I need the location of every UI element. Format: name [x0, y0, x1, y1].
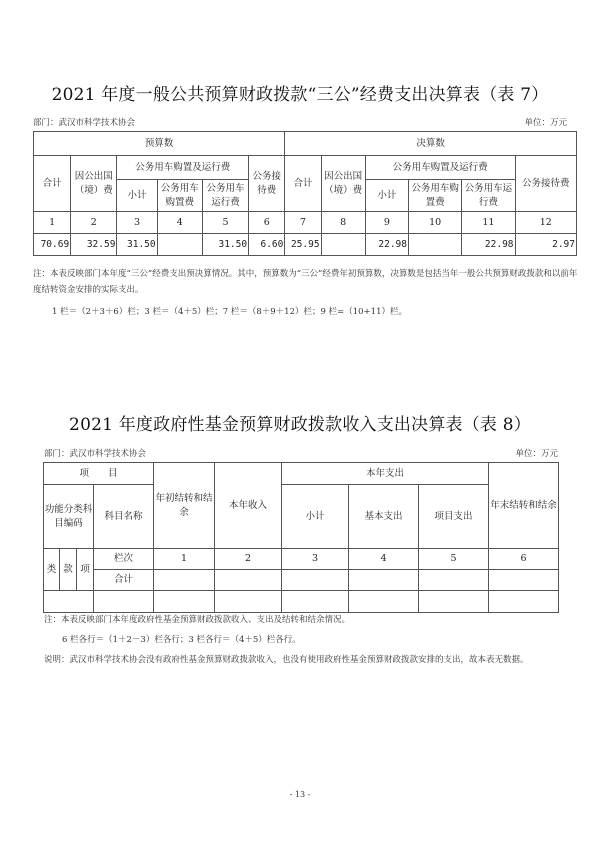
table-row: [44, 591, 559, 613]
column-number: 10: [408, 212, 461, 234]
table7-department: 部门：武汉市科学技术协会: [33, 118, 136, 128]
value-cell: 22.98: [365, 234, 408, 256]
budget-purchase-header: 公务用车购置费: [157, 180, 202, 212]
value-cell: [408, 234, 461, 256]
table7-unit: 单位：万元: [524, 118, 567, 128]
column-number: 1: [34, 212, 71, 234]
subject-name-header: 科目名称: [94, 485, 154, 549]
table8-grid: [43, 462, 559, 613]
final-total-header: 合计: [285, 156, 321, 212]
value-cell: 22.98: [462, 234, 515, 256]
budget-abroad-header: 因公出国（境）费: [71, 156, 117, 212]
column-number: 1: [154, 549, 215, 570]
final-abroad-header: 因公出国（境）费: [321, 156, 365, 212]
table8-title: 2021 年度政府性基金预算财政拨款收入支出决算表（表 8）: [69, 415, 531, 435]
empty-cell: [154, 591, 215, 613]
item-header: 项 目: [44, 463, 154, 485]
empty-cell: [215, 591, 282, 613]
value-cell: 2.97: [515, 234, 576, 256]
empty-cell: [282, 591, 349, 613]
table7-grid: [33, 131, 577, 256]
total-label: 合计: [94, 570, 154, 591]
empty-cell: [349, 570, 419, 591]
final-subtotal-header: 小计: [365, 180, 408, 212]
column-number: 4: [349, 549, 419, 570]
kuan-header: 款: [60, 549, 77, 591]
final-group-header: 决算数: [285, 132, 577, 156]
budget-total-header: 合计: [34, 156, 71, 212]
lei-header: 类: [44, 549, 60, 591]
value-cell: 6.60: [249, 234, 285, 256]
value-cell: 31.50: [202, 234, 248, 256]
table8-explanation: 说明：武汉市科学技术协会没有政府性基金预算财政拨款收入，也没有使用政府性基金预算财政拨款安排的支出，故本表无数据。: [44, 655, 529, 665]
column-number: 2: [71, 212, 117, 234]
budget-vehicle-group-header: 公务用车购置及运行费: [117, 156, 249, 180]
page-number: - 13 -: [289, 790, 311, 799]
empty-cell: [419, 591, 489, 613]
table7-title: 2021 年度一般公共预算财政拨款“三公”经费支出决算表（表 7）: [51, 85, 549, 105]
empty-cell: [489, 591, 559, 613]
final-reception-header: 公务接待费: [515, 156, 576, 212]
value-cell: 70.69: [34, 234, 71, 256]
final-vehicle-group-header: 公务用车购置及运行费: [365, 156, 515, 180]
column-number: 3: [117, 212, 157, 234]
project-expenditure-header: 项目支出: [419, 485, 489, 549]
column-number: 2: [215, 549, 282, 570]
empty-cell: [349, 591, 419, 613]
column-number: 4: [157, 212, 202, 234]
subtotal-header: 小计: [282, 485, 349, 549]
column-number-row: [34, 212, 577, 234]
table7-formula: 1 栏＝（2＋3＋6）栏；3 栏＝（4＋5）栏；7 栏＝（8＋9＋12）栏；9 栏=（10+11）栏。: [52, 307, 407, 317]
xiang-header: 项: [77, 549, 94, 591]
func-code-header: 功能分类科目编码: [44, 485, 94, 549]
table7-note: 注：本表反映部门本年度“三公”经费支出预决算情况。其中，预算数为“三公”经费年初预算数，决算数是包括当年一般公共预算财政拨款和以前年度结转资金安排的实际支出。: [33, 269, 578, 296]
table-row: [34, 234, 577, 256]
value-cell: [157, 234, 202, 256]
column-number: 5: [419, 549, 489, 570]
table8-note: 注：本表反映部门本年度政府性基金预算财政拨款收入、支出及结转和结余情况。: [44, 615, 351, 625]
empty-cell: [154, 570, 215, 591]
column-number: 8: [321, 212, 365, 234]
empty-cell: [44, 591, 94, 613]
table8-unit: 单位：万元: [515, 449, 558, 459]
column-number: 6: [249, 212, 285, 234]
column-label: 栏次: [94, 549, 154, 570]
value-cell: 31.50: [117, 234, 157, 256]
column-number-row: [44, 549, 559, 570]
budget-reception-header: 公务接待费: [249, 156, 285, 212]
closing-balance-header: 年末结转和结余: [489, 463, 559, 549]
empty-cell: [489, 570, 559, 591]
expenditure-group-header: 本年支出: [282, 463, 489, 485]
total-row: [44, 570, 559, 591]
column-number: 9: [365, 212, 408, 234]
column-number: 6: [489, 549, 559, 570]
opening-balance-header: 年初结转和结余: [154, 463, 215, 549]
basic-expenditure-header: 基本支出: [349, 485, 419, 549]
empty-cell: [282, 570, 349, 591]
value-cell: [321, 234, 365, 256]
empty-cell: [215, 570, 282, 591]
column-number: 11: [462, 212, 515, 234]
column-number: 5: [202, 212, 248, 234]
empty-cell: [419, 570, 489, 591]
column-number: 3: [282, 549, 349, 570]
empty-cell: [94, 591, 154, 613]
budget-subtotal-header: 小计: [117, 180, 157, 212]
column-number: 12: [515, 212, 576, 234]
table8-formula: 6 栏各行＝（1＋2－3）栏各行；3 栏各行＝（4＋5）栏各行。: [62, 635, 301, 645]
value-cell: 32.59: [71, 234, 117, 256]
budget-operation-header: 公务用车运行费: [202, 180, 248, 212]
income-header: 本年收入: [215, 463, 282, 549]
table8-department: 部门：武汉市科学技术协会: [44, 449, 147, 459]
final-purchase-header: 公务用车购置费: [408, 180, 461, 212]
value-cell: 25.95: [285, 234, 321, 256]
column-number: 7: [285, 212, 321, 234]
budget-group-header: 预算数: [34, 132, 285, 156]
final-operation-header: 公务用车运行费: [462, 180, 515, 212]
